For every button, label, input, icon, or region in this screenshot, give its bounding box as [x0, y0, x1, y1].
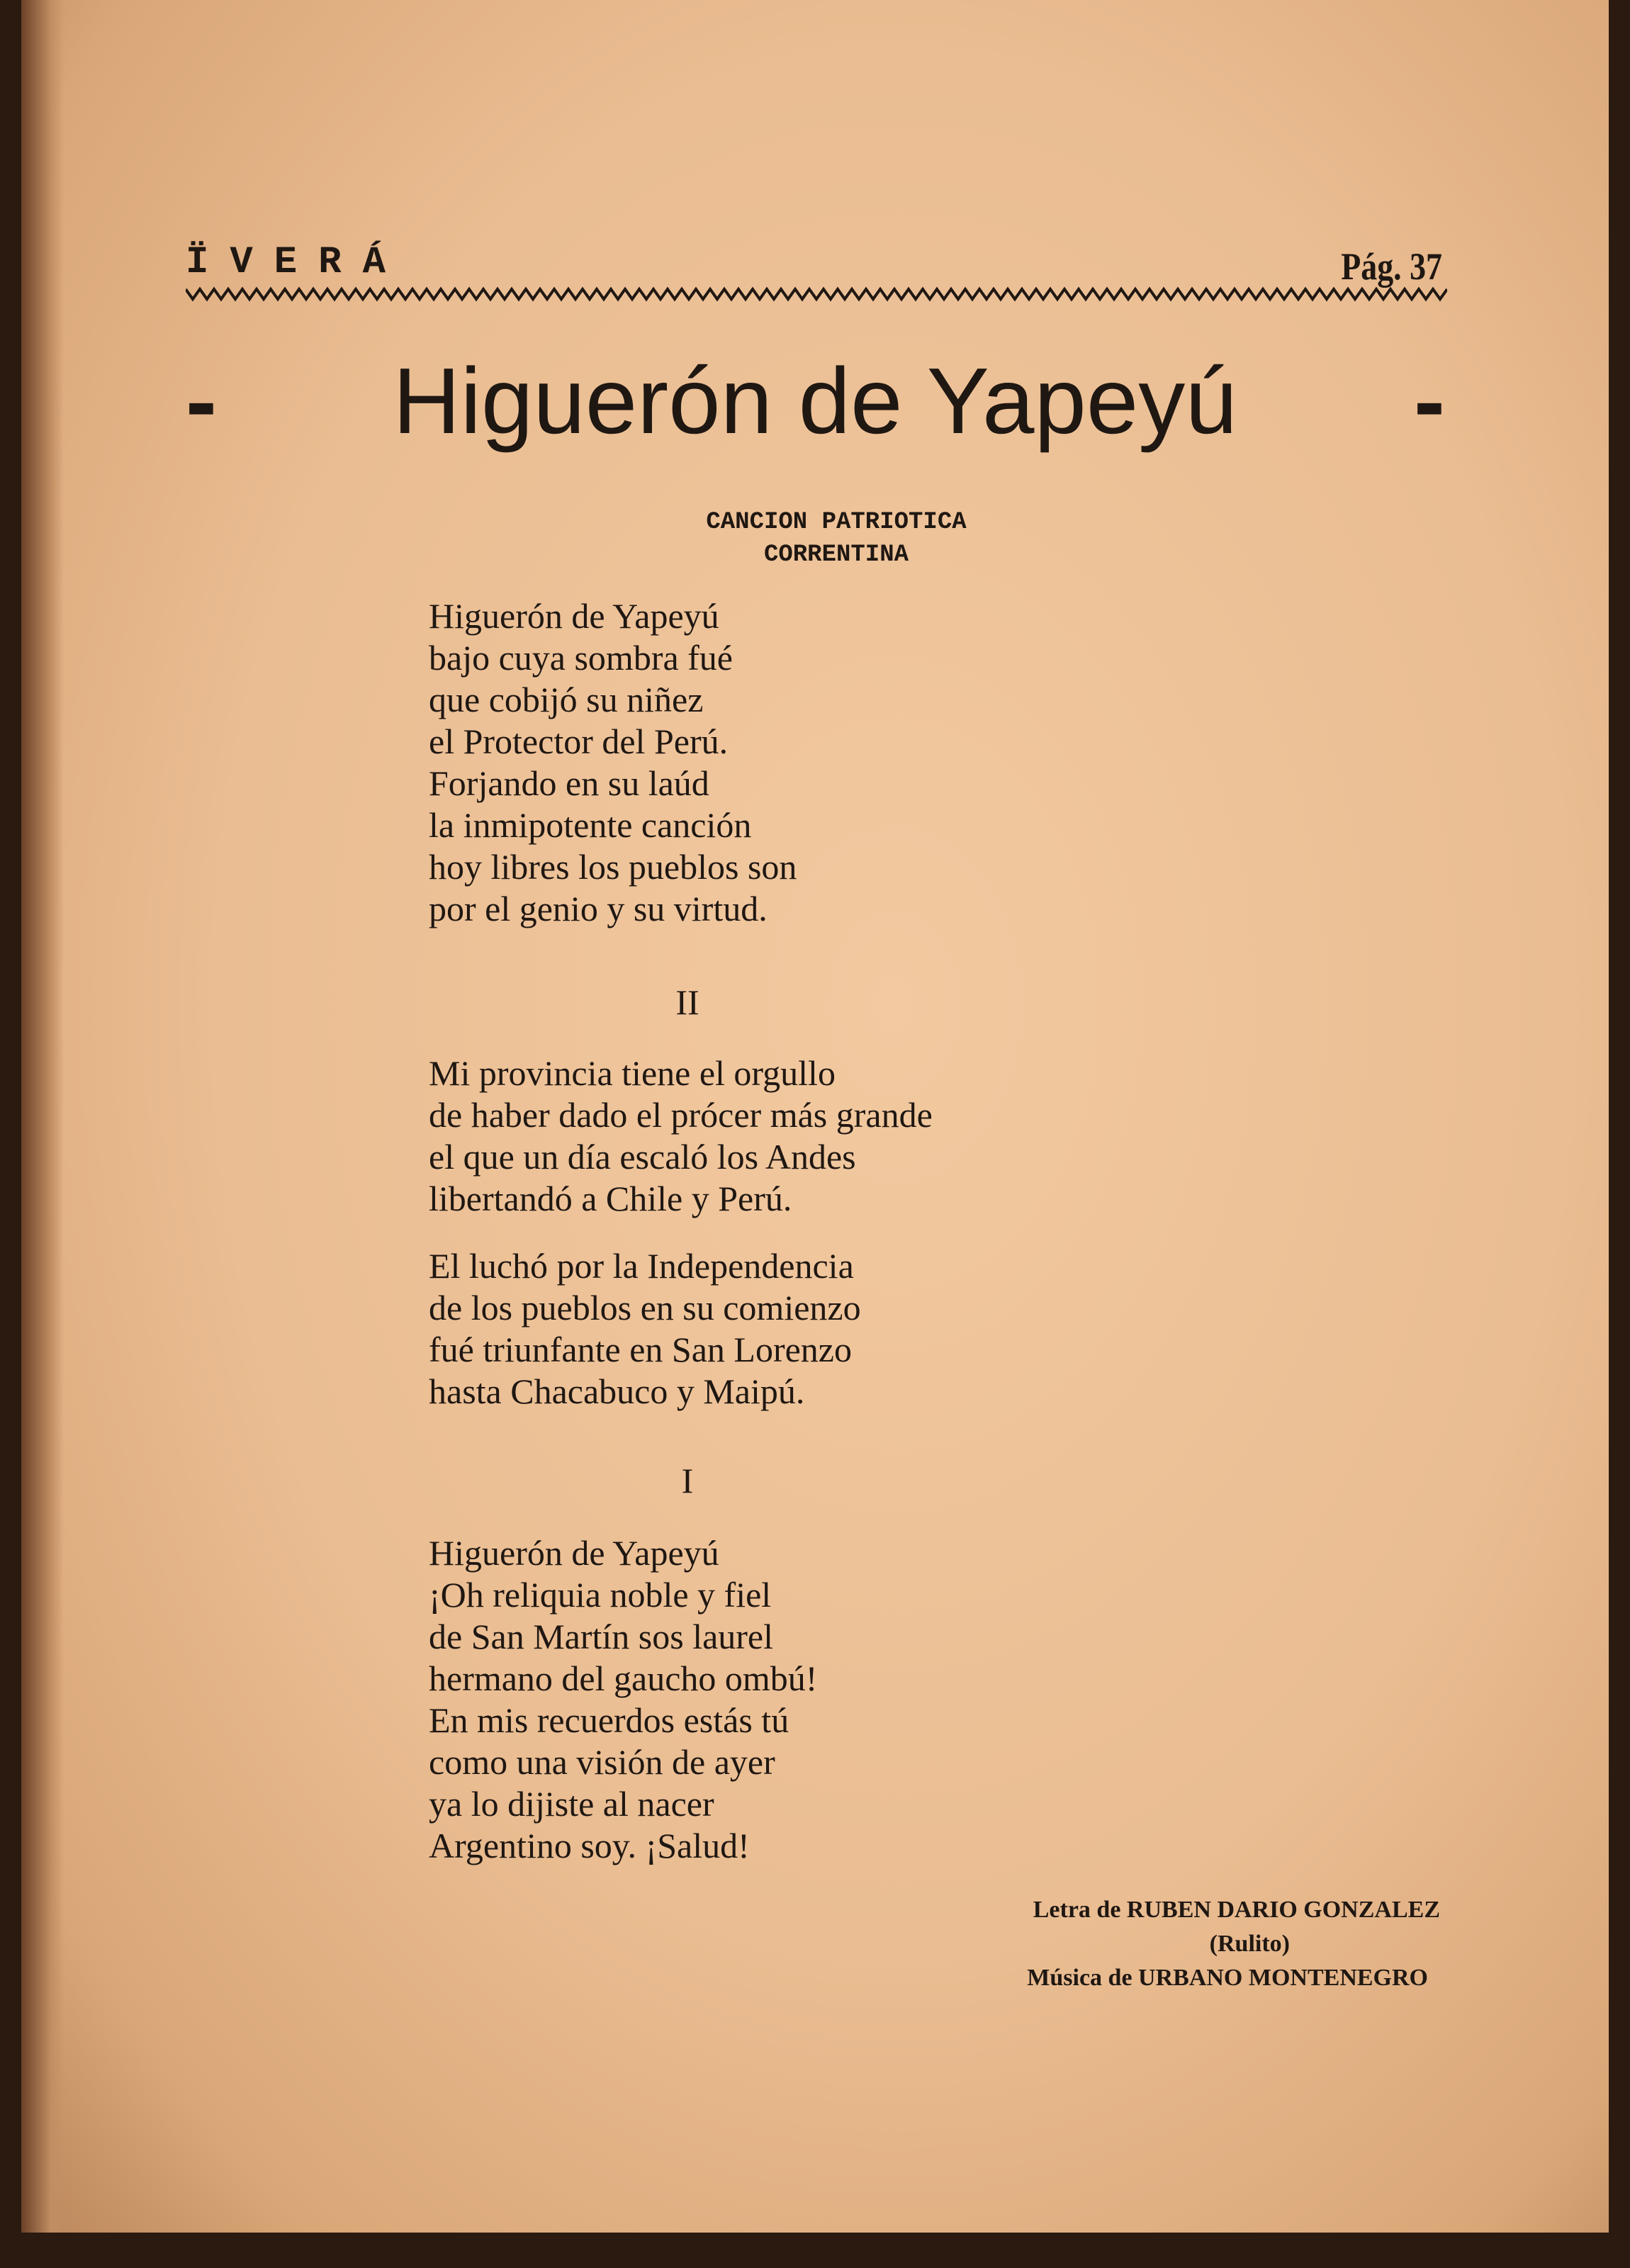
title-dash-right: - — [1414, 349, 1445, 453]
stanza-2 — [429, 1052, 933, 1220]
title-dash-left: - — [186, 349, 217, 453]
poem-line: de haber dado el prócer más grande — [429, 1095, 933, 1135]
poem-line: libertandó a Chile y Perú. — [429, 1179, 792, 1218]
section-number: I — [681, 1461, 694, 1500]
running-header-title: ÏVERÁ — [186, 241, 408, 284]
stanza-3 — [429, 1245, 861, 1413]
poem-line: hoy libres los pueblos son — [429, 847, 797, 887]
poem-line: hasta Chacabuco y Maipú. — [429, 1371, 805, 1411]
subtitle-line: CANCION PATRIOTICA — [706, 509, 967, 536]
poem-line: el que un día escaló los Andes — [429, 1137, 856, 1177]
stanza-4 — [429, 1532, 817, 1867]
poem-line: de San Martín sos laurel — [429, 1617, 774, 1656]
poem-line: de los pueblos en su comienzo — [429, 1288, 861, 1327]
poem-title: Higuerón de Yapeyú — [393, 349, 1237, 453]
poem-line: por el genio y su virtud. — [429, 889, 768, 928]
poem-line: El luchó por la Independencia — [429, 1246, 854, 1286]
poem-line: En mis recuerdos estás tú — [429, 1700, 789, 1740]
lyricist-nickname: (Rulito) — [1209, 1931, 1290, 1957]
music-credit: Música de URBANO MONTENEGRO — [1027, 1965, 1428, 1991]
stanza-1 — [429, 595, 797, 930]
poem-line: Higuerón de Yapeyú — [429, 1533, 719, 1573]
poem-line: Higuerón de Yapeyú — [429, 596, 719, 636]
poem-line: como una visión de ayer — [429, 1742, 775, 1782]
lyrics-credit: Letra de RUBEN DARIO GONZALEZ — [1033, 1897, 1440, 1923]
poem-line: Forjando en su laúd — [429, 763, 709, 803]
page-number: Pág. 37 — [1341, 245, 1442, 288]
poem-line: la inmipotente canción — [429, 805, 752, 845]
poem-line: ya lo dijiste al nacer — [429, 1784, 714, 1824]
zigzag-rule — [186, 286, 1447, 302]
book-spine — [21, 0, 64, 2233]
poem-line: el Protector del Perú. — [429, 722, 729, 761]
section-number: II — [675, 982, 699, 1022]
subtitle-line: CORRENTINA — [763, 541, 909, 568]
poem-line: hermano del gaucho ombú! — [429, 1658, 818, 1698]
poem-line: ¡Oh reliquia noble y fiel — [429, 1575, 772, 1615]
poem-line: fué triunfante en San Lorenzo — [429, 1330, 852, 1369]
poem-line: Mi provincia tiene el orgullo — [429, 1053, 836, 1093]
poem-line: bajo cuya sombra fué — [429, 638, 734, 678]
poem-line: que cobijó su niñez — [429, 680, 704, 719]
poem-line: Argentino soy. ¡Salud! — [429, 1826, 750, 1865]
